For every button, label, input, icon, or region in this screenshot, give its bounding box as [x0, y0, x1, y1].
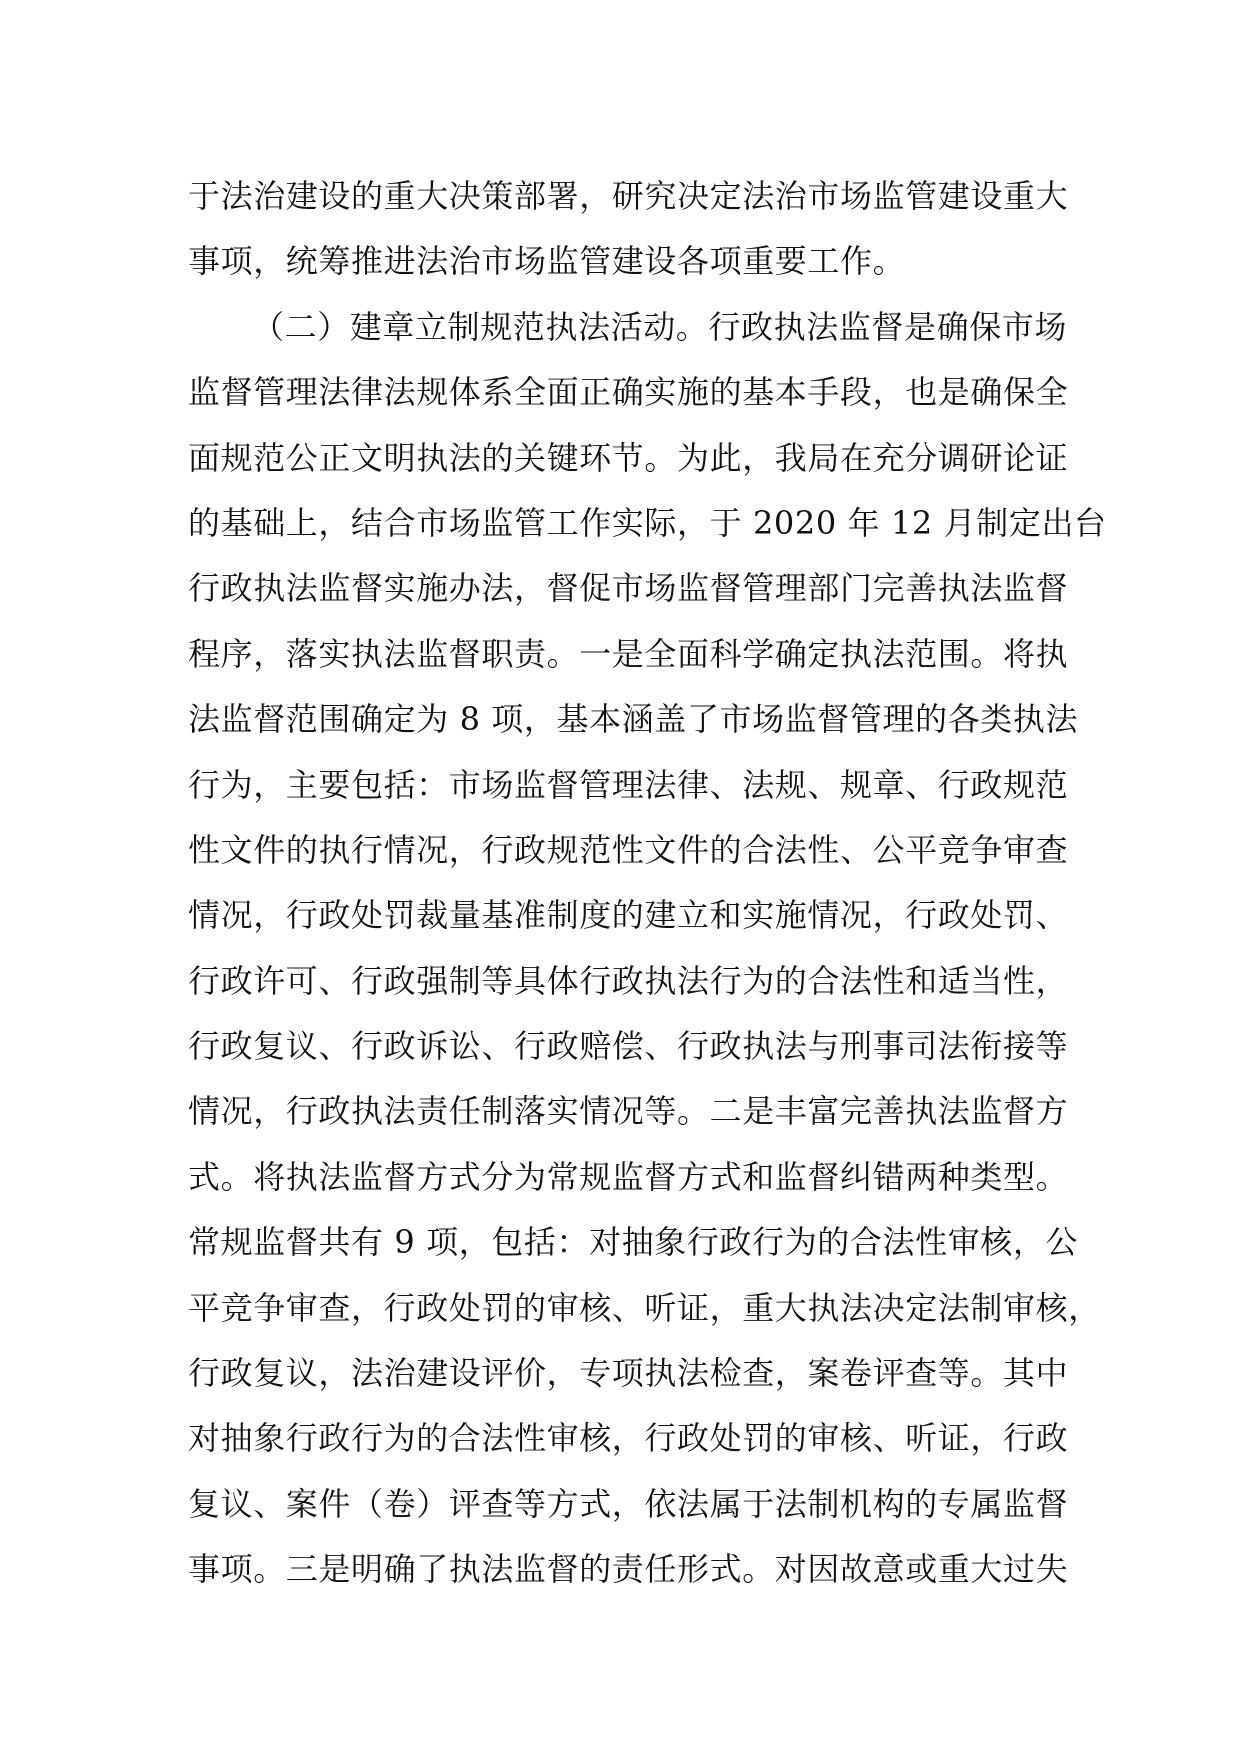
text-line: 复议、案件（卷）评查等方式，依法属于法制机构的专属监督	[188, 1484, 1069, 1523]
text-line: 行为，主要包括：市场监督管理法律、法规、规章、行政规范	[188, 765, 1069, 804]
body-text	[188, 164, 1107, 1603]
text-line: 性文件的执行情况，行政规范性文件的合法性、公平竞争审查	[188, 830, 1069, 869]
text-line: 行政许可、行政强制等具体行政执法行为的合法性和适当性，	[188, 961, 1069, 1000]
text-line: 监督管理法律法规体系全面正确实施的基本手段，也是确保全	[188, 373, 1069, 412]
text-line: 对抽象行政行为的合法性审核，行政处罚的审核、听证，行政	[188, 1419, 1069, 1458]
text-line: 事项。三是明确了执法监督的责任形式。对因故意或重大过失	[188, 1550, 1069, 1589]
text-line: 面规范公正文明执法的关键环节。为此，我局在充分调研论证	[188, 438, 1069, 477]
text-line: 事项，统筹推进法治市场监管建设各项重要工作。	[188, 242, 906, 281]
text-line: 于法治建设的重大决策部署，研究决定法治市场监管建设重大	[188, 177, 1069, 215]
text-line: 程序，落实执法监督职责。一是全面科学确定执法范围。将执	[188, 634, 1069, 673]
text-line: 式。将执法监督方式分为常规监督方式和监督纠错两种类型。	[188, 1157, 1069, 1196]
text-line: 常规监督共有 9 项，包括：对抽象行政行为的合法性审核，公	[188, 1223, 1079, 1262]
text-line: 的基础上，结合市场监管工作实际，于 2020 年 12 月制定出台	[188, 503, 1107, 542]
text-line: 行政执法监督实施办法，督促市场监督管理部门完善执法监督	[188, 569, 1069, 608]
text-line: 法监督范围确定为 8 项，基本涵盖了市场监督管理的各类执法	[188, 700, 1079, 739]
section-heading-line: （二）建章立制规范执法活动。行政执法监督是确保市场	[252, 307, 1068, 346]
text-line: 情况，行政执法责任制落实情况等。二是丰富完善执法监督方	[188, 1092, 1069, 1131]
text-line: 情况，行政处罚裁量基准制度的建立和实施情况，行政处罚、	[188, 896, 1069, 935]
text-line: 平竞争审查，行政处罚的审核、听证，重大执法决定法制审核，	[188, 1288, 1101, 1327]
text-line: 行政复议，法治建设评价，专项执法检查，案卷评查等。其中	[188, 1354, 1069, 1393]
text-line: 行政复议、行政诉讼、行政赔偿、行政执法与刑事司法衔接等	[188, 1027, 1069, 1066]
